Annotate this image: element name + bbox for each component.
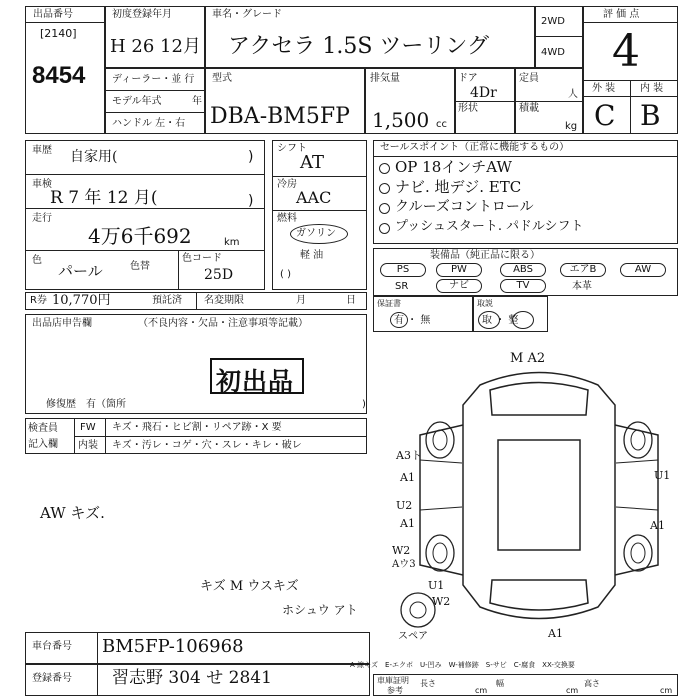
diagram-left-mark-1: A3ト <box>396 449 422 462</box>
manual-label: 取説 <box>477 299 493 308</box>
first-reg-value: H 26 12月 <box>110 36 201 57</box>
manual-options: 取 ・ 整 <box>482 315 519 326</box>
int-inspect-text: キズ・汚レ・コゲ・穴・スレ・キレ・破レ <box>112 440 302 451</box>
spare-label: スペア <box>398 631 428 642</box>
recycle-deposit: 預託済 <box>152 295 182 306</box>
load-label: 積載 <box>519 103 539 114</box>
diagram-right-mark-1: U1 <box>654 469 671 482</box>
displacement-value: 1,500 <box>372 108 430 132</box>
name-change-day: 日 <box>346 295 356 306</box>
sales-label: セールスポイント（正常に機能するもの） <box>380 142 570 153</box>
diagram-left-mark-5: W2 <box>392 544 411 557</box>
first-reg-label: 初度登録年月 <box>112 9 172 20</box>
mileage-label: 走行 <box>32 213 52 224</box>
displacement-label: 排気量 <box>370 73 400 84</box>
color-label: 色 <box>32 255 42 266</box>
handle-label: ハンドル 左・右 <box>112 118 186 129</box>
ac-value: AAC <box>296 188 332 207</box>
category-close: ) <box>248 149 254 165</box>
category-value: 自家用( <box>70 149 118 165</box>
length-label: 長さ <box>420 679 436 688</box>
size-label: 車庫証明 <box>377 676 409 685</box>
declaration-sub: （不良内容・欠品・注意事項等記載） <box>138 318 308 329</box>
damage-legend: A-線キズ E-エクボ U-凹み W-補修跡 S-サビ C-腐食 XX-交換要 <box>350 661 575 669</box>
fw-text: キズ・飛石・ヒビ割・リペア跡・X 要 <box>112 422 282 433</box>
inspector-label-2: 記入欄 <box>28 439 58 450</box>
sales-bullet-4 <box>379 223 390 234</box>
diagram-left-mark-3: U2 <box>396 499 413 512</box>
recycle-value: 10,770円 <box>52 293 111 308</box>
door-label: ドア <box>458 73 478 84</box>
shift-value: AT <box>300 152 325 173</box>
mileage-unit: km <box>224 237 240 248</box>
repair-label: 修復歴 有（箇所 <box>46 399 126 410</box>
mileage-value: 4万6千692 <box>88 224 192 248</box>
shift-label: シフト <box>277 143 307 154</box>
fuel-label: 燃料 <box>277 213 297 224</box>
capacity-label: 定員 <box>519 73 539 84</box>
name-change-month: 月 <box>296 295 306 306</box>
diagram-left-mark-6: Aウ3 <box>392 559 416 570</box>
inspection-value: R 7 年 12 月( <box>50 188 158 208</box>
sales-bullet-1 <box>379 163 390 174</box>
displacement-unit: cc <box>436 119 447 130</box>
car-name: アクセラ 1.5S ツーリング <box>228 34 489 59</box>
equip-aw: AW <box>620 263 666 277</box>
fuel-diesel: 軽 油 <box>300 250 324 261</box>
reg-label: 登録番号 <box>32 673 72 684</box>
equip-airbag: エアB <box>560 263 606 277</box>
equip-tv: TV <box>500 279 546 293</box>
sales-bullet-2 <box>379 183 390 194</box>
color-code-label: 色コード <box>182 253 222 264</box>
model-year-unit: 年 <box>192 96 202 107</box>
sales-bullet-3 <box>379 203 390 214</box>
lot-sub: [2140] <box>40 27 77 40</box>
color-code-value: 25D <box>204 267 234 283</box>
chassis-value: BM5FP-106968 <box>102 636 244 657</box>
color-value: パール <box>58 262 103 280</box>
type-label: 型式 <box>212 73 232 84</box>
length-unit: cm <box>475 686 488 695</box>
diagram-bottom-mark-2: W2 <box>432 595 451 608</box>
fuel-gas: ガソリン <box>296 228 336 239</box>
fuel-paren: ( ) <box>280 269 291 280</box>
int-inspect-label: 内装 <box>78 440 98 451</box>
equipment-label: 装備品（純正品に限る） <box>430 250 540 261</box>
drive-4wd: 4WD <box>541 47 565 58</box>
diagram-left-mark-4: A1 <box>400 517 415 530</box>
inspection-label: 車検 <box>32 179 52 190</box>
equip-navi: ナビ <box>436 279 482 293</box>
category-label: 車歴 <box>32 145 52 156</box>
note-repair: ホシュウ アト <box>282 603 358 617</box>
lot-label: 出品番号 <box>33 9 73 20</box>
note-scratch: キズ M ウスキズ <box>200 579 299 594</box>
int-label: 内 装 <box>640 83 664 94</box>
reg-value: 習志野 304 せ 2841 <box>112 668 272 688</box>
ext-label: 外 装 <box>592 83 616 94</box>
ac-label: 冷房 <box>277 179 297 190</box>
diagram-left-mark-2: A1 <box>400 471 415 484</box>
declaration-label: 出品店申告欄 <box>32 318 92 329</box>
height-unit: cm <box>660 686 673 695</box>
equip-pw: PW <box>436 263 482 277</box>
width-label: 幅 <box>496 679 504 688</box>
inspector-label: 検査員 <box>28 423 58 434</box>
lot-number: 8454 <box>32 62 86 89</box>
warranty-options: 有 ・ 無 <box>394 315 431 326</box>
diagram-top-mark: M A2 <box>510 351 546 366</box>
diagram-bottom-mark-3: A1 <box>548 627 563 640</box>
repair-close: ) <box>362 399 366 410</box>
type-value: DBA-BM5FP <box>210 104 350 129</box>
equip-sr: SR <box>395 281 409 292</box>
int-value: B <box>640 99 661 132</box>
equip-leather: 本革 <box>572 281 592 292</box>
name-change-label: 名変期限 <box>204 295 244 306</box>
diagram-bottom-mark-1: U1 <box>428 579 445 592</box>
inspection-close: ) <box>248 193 254 209</box>
ext-value: C <box>594 99 616 132</box>
fw-label: FW <box>80 422 96 433</box>
model-year-label: モデル年式 <box>112 96 162 107</box>
ref-label: 参考 <box>387 686 403 695</box>
height-label: 高さ <box>584 679 600 688</box>
load-unit: kg <box>565 121 578 132</box>
dealer-label: ディーラー・並 行 <box>112 74 195 85</box>
warranty-label: 保証書 <box>377 299 401 308</box>
equip-ps: PS <box>380 263 426 277</box>
name-label: 車名・グレード <box>212 9 282 20</box>
chassis-label: 車台番号 <box>32 641 72 652</box>
first-listing-text: 初出品 <box>216 367 295 396</box>
equip-abs: ABS <box>500 263 546 277</box>
color-change-label: 色替 <box>130 261 150 272</box>
score-label: 評 価 点 <box>603 9 640 20</box>
sales-point-4: プッシュスタート. パドルシフト <box>395 219 584 234</box>
diagram-right-mark-2: A1 <box>650 519 665 532</box>
capacity-unit: 人 <box>568 89 578 100</box>
sales-point-2: ナビ. 地デジ. ETC <box>395 178 522 196</box>
sales-point-1: OP 18インチAW <box>395 158 512 176</box>
shape-label: 形状 <box>458 103 478 114</box>
score-value: 4 <box>612 26 640 77</box>
door-value: 4Dr <box>470 85 497 101</box>
sales-point-3: クルーズコントロール <box>395 199 534 215</box>
note-aw: AW キズ. <box>40 504 105 522</box>
recycle-label: R券 <box>30 295 47 306</box>
width-unit: cm <box>566 686 579 695</box>
drive-2wd: 2WD <box>541 16 565 27</box>
